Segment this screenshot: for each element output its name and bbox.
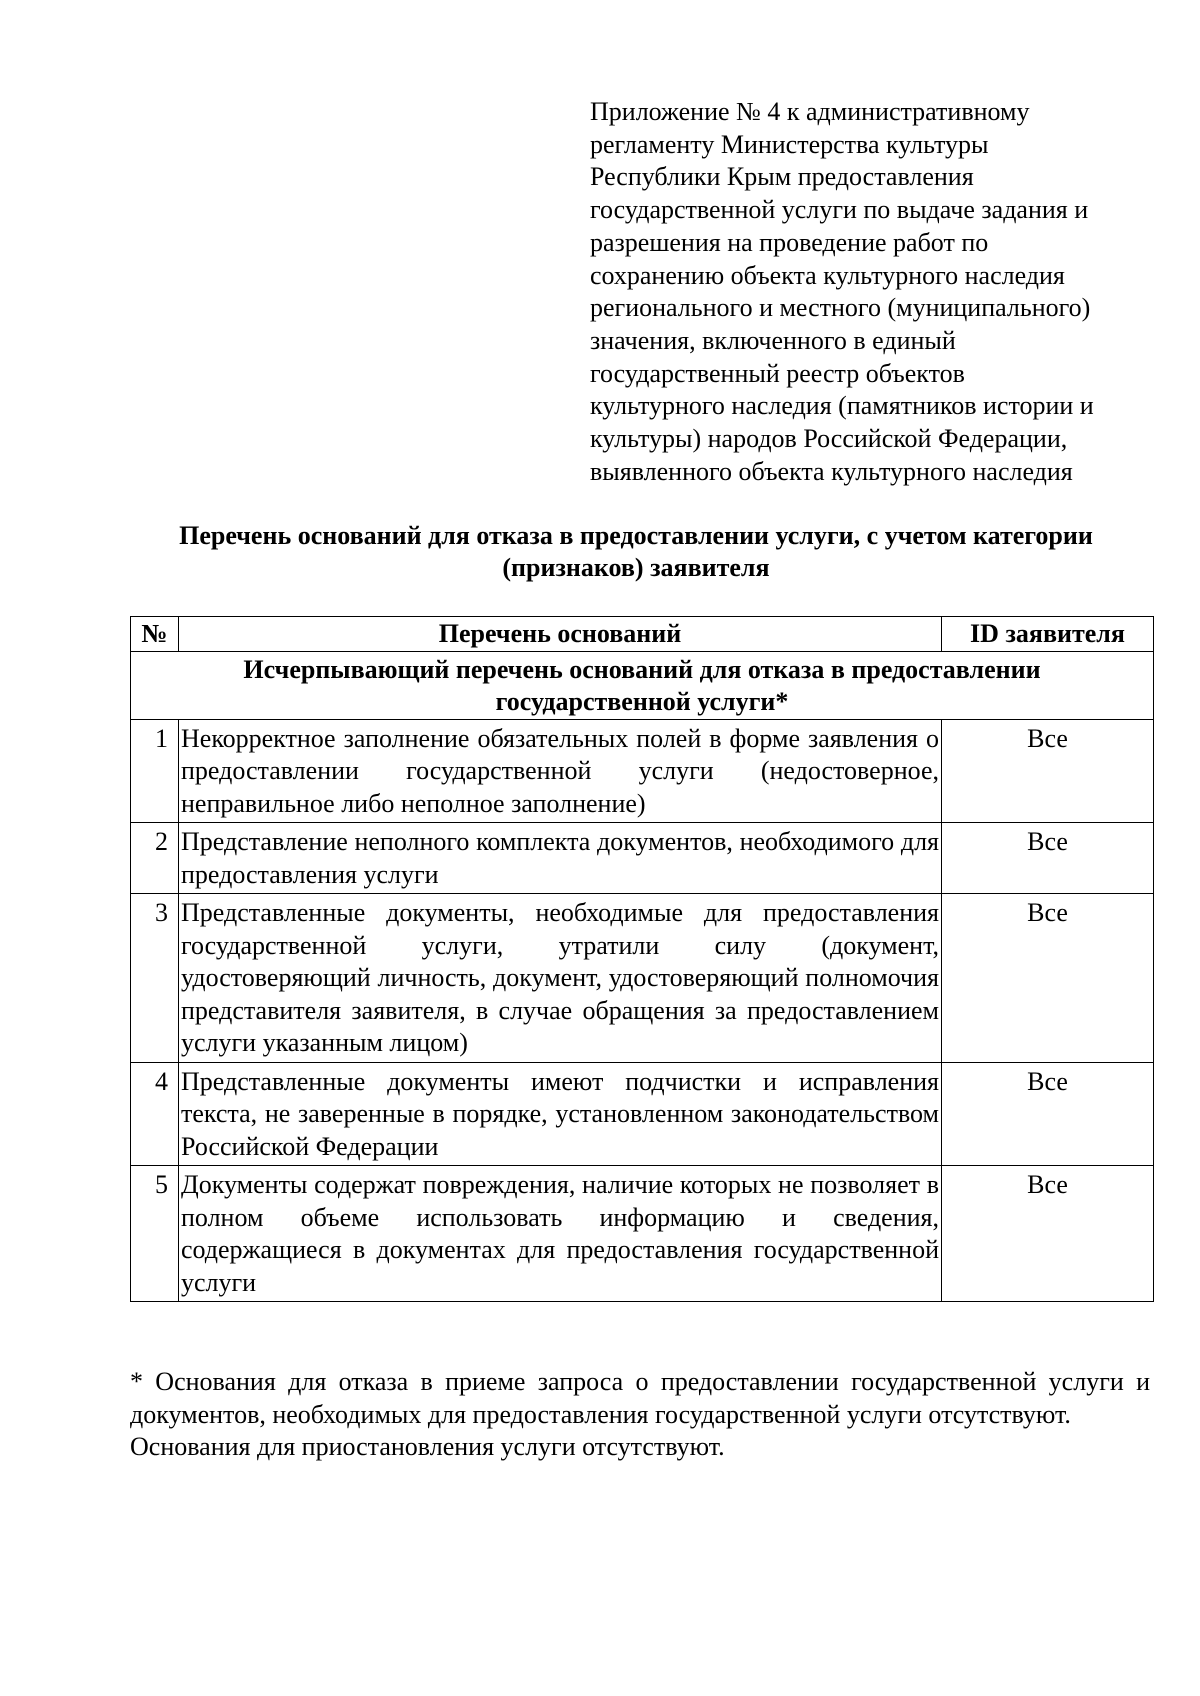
footnotes bbox=[130, 1366, 1150, 1464]
row-basis: Некорректное заполнение обязательных полей в форме заявления о предоставлении государственной услуги (недостоверное, неправильное либо неполное заполнение) bbox=[179, 719, 942, 823]
row-applicant-id: Все bbox=[942, 719, 1154, 823]
row-basis: Представленные документы, необходимые для предоставления государственной услуги, утратили силу (документ, удостоверяющий личность, документ, удостоверяющий полномочия представителя заявителя, в случае обращения за предоставлением услуги указанным лицом) bbox=[179, 894, 942, 1063]
row-num: 4 bbox=[131, 1062, 179, 1166]
grounds-table bbox=[130, 616, 1154, 1302]
footnote-suspension: Основания для приостановления услуги отсутствуют. bbox=[130, 1432, 725, 1461]
appendix-header bbox=[590, 96, 1150, 488]
appendix-line: государственной услуги по выдаче задания и bbox=[590, 195, 1089, 225]
row-applicant-id: Все bbox=[942, 823, 1154, 894]
appendix-line: Приложение № 4 к административному bbox=[590, 97, 1030, 126]
header-applicant-id: ID заявителя bbox=[942, 617, 1154, 652]
appendix-line: культуры) народов Российской Федерации, bbox=[590, 424, 1068, 454]
row-num: 1 bbox=[131, 719, 179, 823]
row-basis: Документы содержат повреждения, наличие которых не позволяет в полном объеме использовать информацию и сведения, содержащиеся в документах для предоставления государственной услуги bbox=[179, 1166, 942, 1302]
appendix-line: регионального и местного (муниципального) bbox=[590, 293, 1091, 323]
row-basis: Представление неполного комплекта документов, необходимого для предоставления услуги bbox=[179, 823, 942, 894]
appendix-line: регламенту Министерства культуры bbox=[590, 129, 989, 159]
appendix-line: сохранению объекта культурного наследия bbox=[590, 260, 1065, 290]
appendix-line: государственный реестр объектов bbox=[590, 358, 965, 388]
row-num: 3 bbox=[131, 894, 179, 1063]
row-applicant-id: Все bbox=[942, 1062, 1154, 1166]
table-row bbox=[131, 823, 1154, 894]
document-title: Перечень оснований для отказа в предоставлении услуги, с учетом категории (признаков) заявителя bbox=[179, 521, 1093, 582]
appendix-line: выявленного объекта культурного наследия bbox=[590, 456, 1073, 486]
section-title: Исчерпывающий перечень оснований для отказа в предоставлении государственной услуги* bbox=[131, 651, 1154, 719]
header-num: № bbox=[131, 617, 179, 652]
row-applicant-id: Все bbox=[942, 1166, 1154, 1302]
appendix-line: разрешения на проведение работ по bbox=[590, 227, 989, 257]
table-row bbox=[131, 1166, 1154, 1302]
appendix-line: культурного наследия (памятников истории и bbox=[590, 391, 1094, 421]
appendix-line: Республики Крым предоставления bbox=[590, 162, 974, 192]
section-row bbox=[131, 651, 1154, 719]
row-basis: Представленные документы имеют подчистки и исправления текста, не заверенные в порядке, установленном законодательством Российской Федерации bbox=[179, 1062, 942, 1166]
header-basis: Перечень оснований bbox=[179, 617, 942, 652]
table-header-row bbox=[131, 617, 1154, 652]
table-row bbox=[131, 894, 1154, 1063]
footnote-refusal: * Основания для отказа в приеме запроса о предоставлении государственной услуги и документов, необходимых для предоставления государственной услуги отсутствуют. bbox=[130, 1367, 1150, 1429]
row-num: 2 bbox=[131, 823, 179, 894]
row-num: 5 bbox=[131, 1166, 179, 1302]
appendix-line: значения, включенного в единый bbox=[590, 325, 956, 355]
table-row bbox=[131, 719, 1154, 823]
table-row bbox=[131, 1062, 1154, 1166]
row-applicant-id: Все bbox=[942, 894, 1154, 1063]
